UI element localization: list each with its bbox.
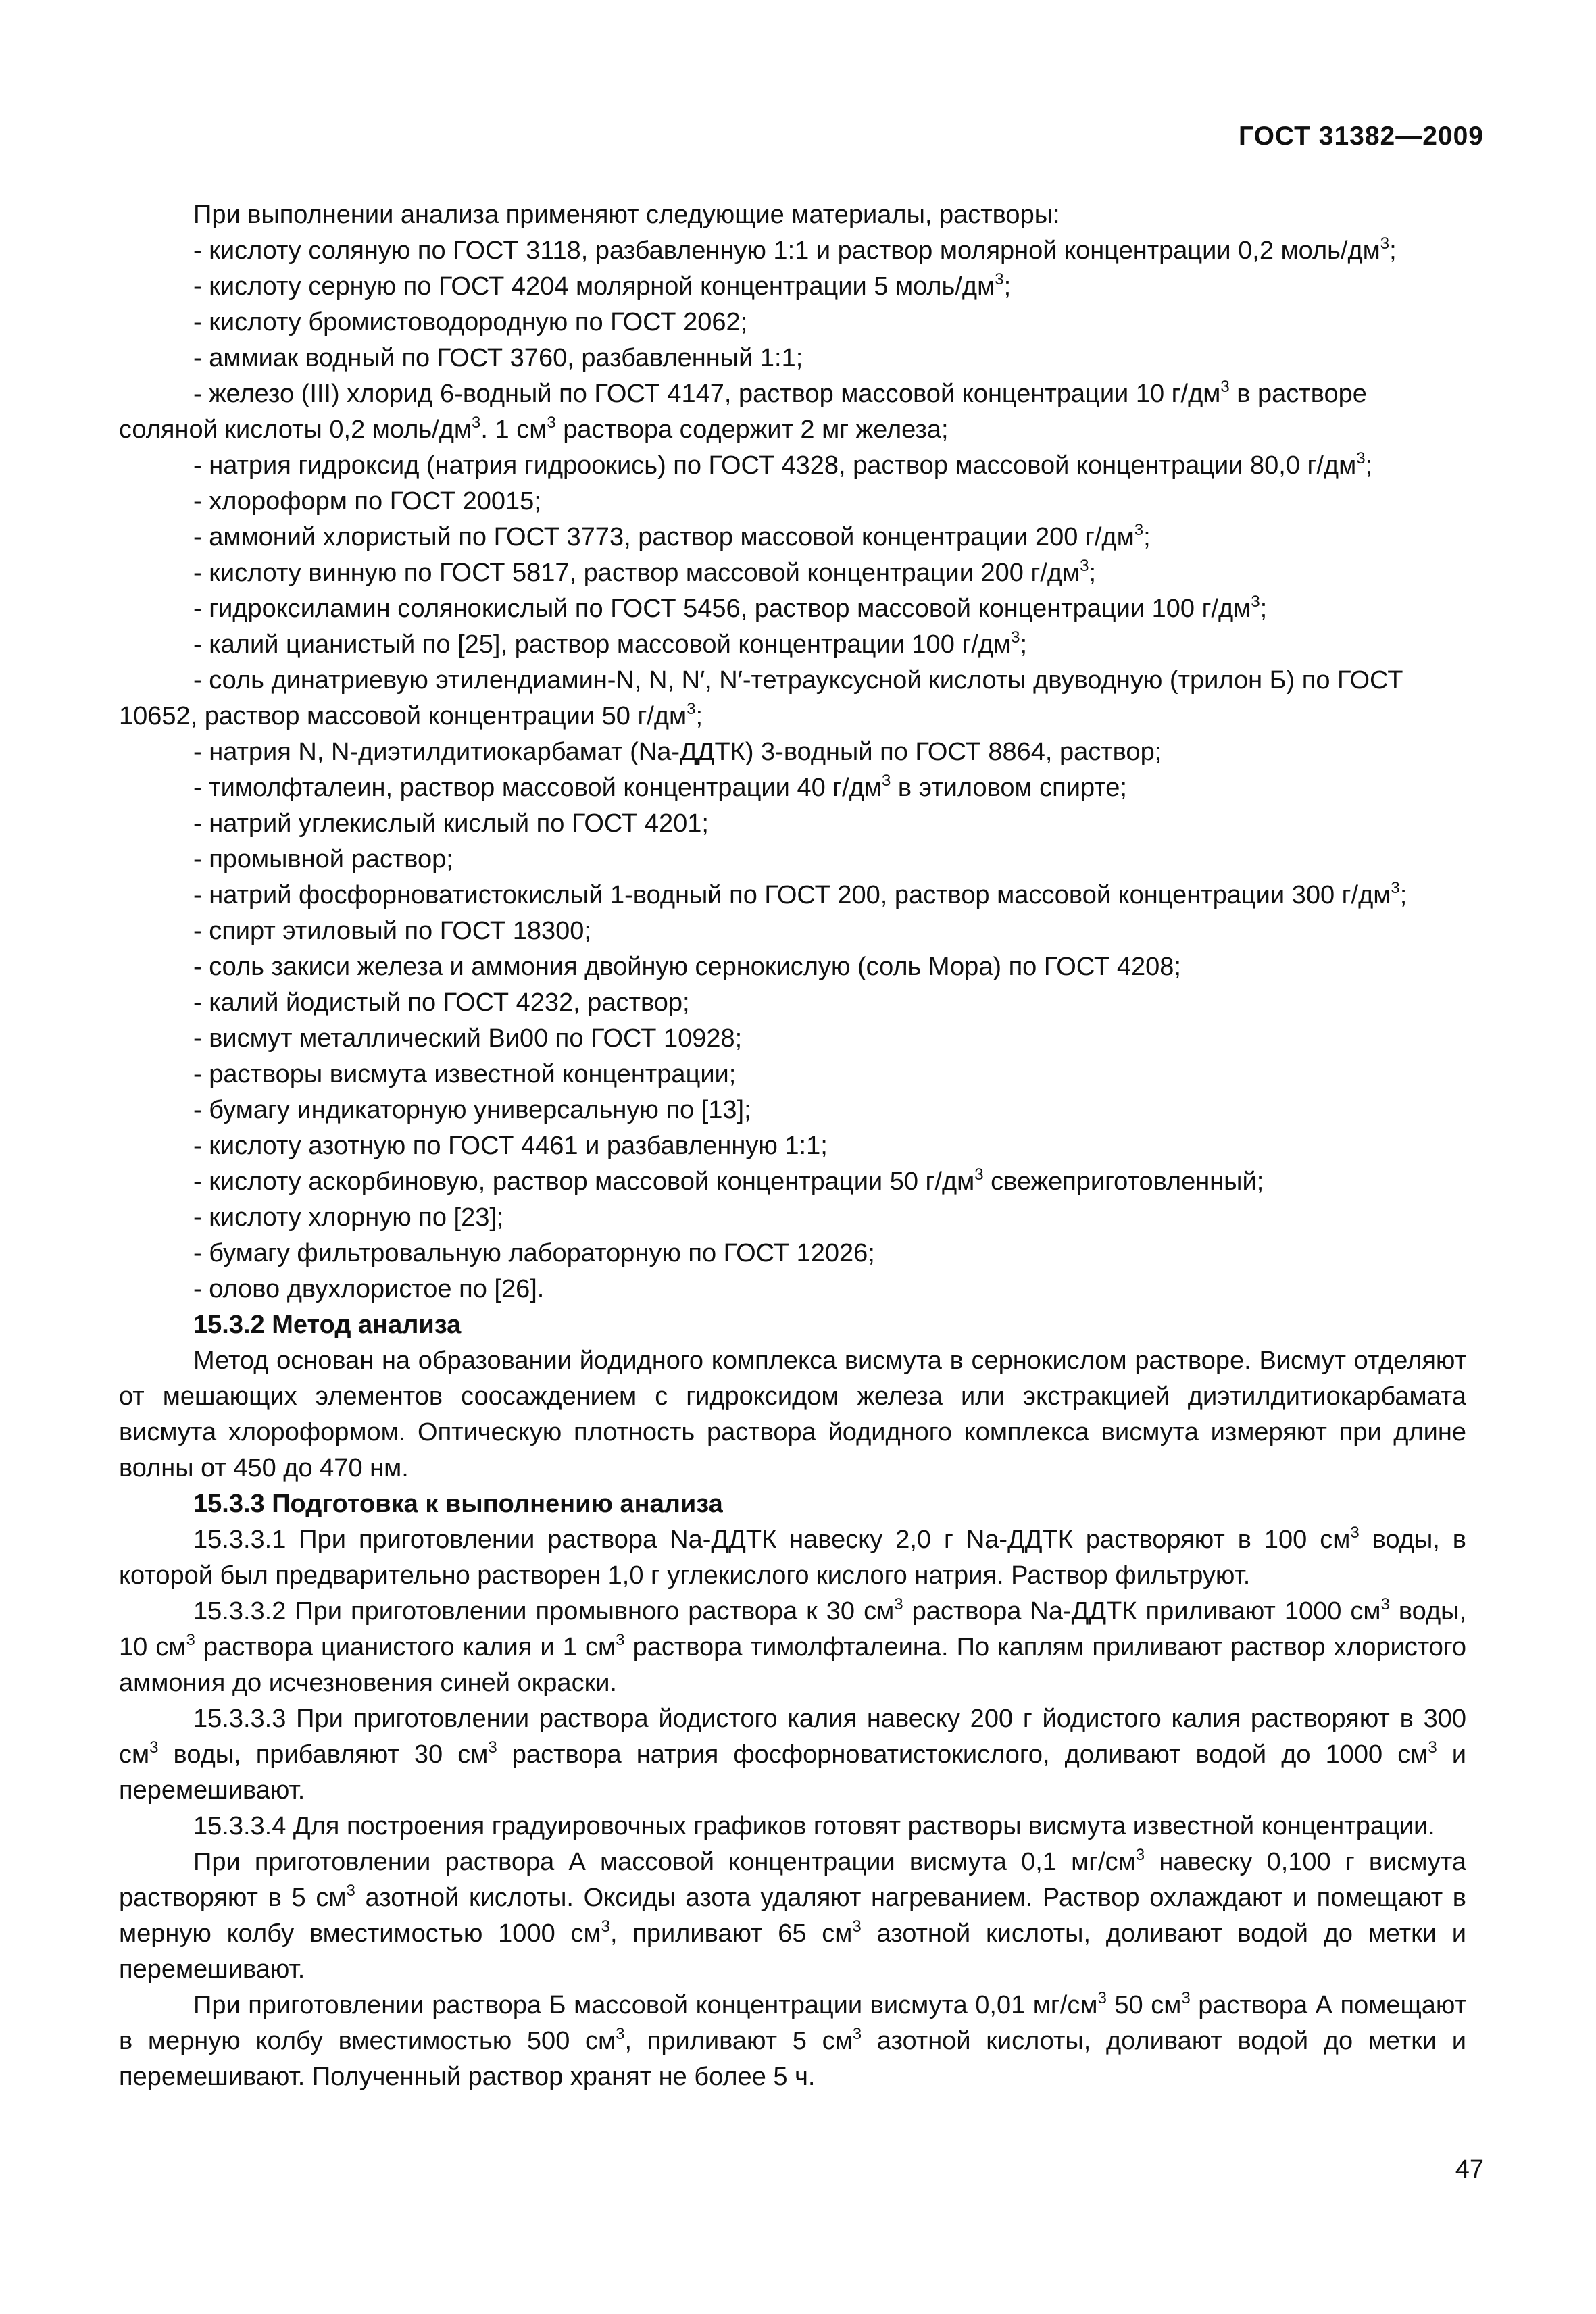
list-item: - натрий углекислый кислый по ГОСТ 4201;: [193, 809, 709, 838]
list-item: - растворы висмута известной концентрации;: [193, 1060, 737, 1088]
list-item: - железо (III) хлорид 6-водный по ГОСТ 4147, раствор массовой концентрации 10 $г/дм^3$ в растворе соляной кислоты 0,2 моль/$дм^3$. 1 $см^3$ раствора содержит 2 мг железа;: [119, 378, 1367, 444]
page-number: 47: [1455, 2155, 1484, 2184]
list-item: - бумагу индикаторную универсальную по [13];: [193, 1096, 751, 1124]
list-item: - бумагу фильтровальную лабораторную по ГОСТ 12026;: [193, 1239, 875, 1267]
list-item: - кислоту хлорную по [23];: [193, 1203, 504, 1232]
paragraph-solution-b: При приготовлении раствора Б массовой концентрации висмута 0,01 $мг/см^3$ 50 $см^3$ раствора А помещают в мерную колбу вместимостью 500 $см^3$, приливают 5 $см^3$ азотной кислоты, доливают водой до метки и перемешивают. Полученный раствор хранят не более 5 ч.: [119, 1989, 1466, 2091]
paragraph-solution-a: При приготовлении раствора А массовой концентрации висмута 0,1 $мг/см^3$ навеску 0,100 г висмута растворяют в 5 $см^3$ азотной кислоты. Оксиды азота удаляют нагреванием. Раствор охлаждают и помещают в мерную колбу вместимостью 1000 $см^3$, приливают 65 $см^3$ азотной кислоты, доливают водой до метки и перемешивают.: [119, 1846, 1466, 1984]
list-item: - висмут металлический Ви00 по ГОСТ 10928;: [193, 1024, 743, 1053]
list-item: - кислоту аскорбиновую, раствор массовой концентрации 50 $г/дм^3$ свежеприготовленный;: [193, 1165, 1264, 1196]
list-item: - гидроксиламин солянокислый по ГОСТ 5456, раствор массовой концентрации 100 $г/дм^3$;: [193, 593, 1268, 623]
list-item: - соль закиси железа и аммония двойную сернокислую (соль Мора) по ГОСТ 4208;: [193, 953, 1181, 981]
document-body: [119, 197, 1466, 2095]
paragraph-15-3-3-3: 15.3.3.3 При приготовлении раствора йодистого калия навеску 200 г йодистого калия растворяют в 300 $см^3$ воды, прибавляют 30 $см^3$ раствора натрия фосфорноватистокислого, доливают водой до 1000 $см^3$ и перемешивают.: [119, 1705, 1466, 1805]
paragraph-15-3-3-4: 15.3.3.4 Для построения градуировочных графиков готовят растворы висмута известной концентрации.: [193, 1812, 1435, 1840]
section-heading-15-3-3: 15.3.3 Подготовка к выполнению анализа: [193, 1490, 723, 1518]
materials-intro: При выполнении анализа применяют следующие материалы, растворы:: [193, 201, 1060, 229]
materials-list: [119, 233, 1466, 1307]
list-item: - кислоту бромистоводородную по ГОСТ 2062;: [193, 308, 748, 336]
list-item: - калий йодистый по ГОСТ 4232, раствор;: [193, 988, 690, 1017]
list-item: - тимолфталеин, раствор массовой концентрации 40 $г/дм^3$ в этиловом спирте;: [193, 772, 1127, 802]
paragraph-15-3-3-1: 15.3.3.1 При приготовлении раствора Na-ДДТК навеску 2,0 г Na-ДДТК растворяют в 100 $см^3$ воды, в которой был предварительно растворен 1,0 г углекислого кислого натрия. Раствор фильтруют.: [119, 1524, 1466, 1590]
document-header: ГОСТ 31382—2009: [1239, 122, 1484, 151]
list-item: - аммоний хлористый по ГОСТ 3773, раствор массовой концентрации 200 $г/дм^3$;: [193, 521, 1151, 551]
list-item: - калий цианистый по [25], раствор массовой концентрации 100 $г/дм^3$;: [193, 628, 1028, 659]
list-item: - хлороформ по ГОСТ 20015;: [193, 487, 541, 515]
paragraph-15-3-3-2: 15.3.3.2 При приготовлении промывного раствора к 30 $см^3$ раствора Na-ДДТК приливают 1000 $см^3$ воды, 10 $см^3$ раствора цианистого калия и 1 $см^3$ раствора тимолфталеина. По каплям приливают раствор хлористого аммония до исчезновения синей окраски.: [119, 1595, 1466, 1697]
list-item: - кислоту серную по ГОСТ 4204 молярной концентрации 5 моль/$дм^3$;: [193, 270, 1012, 301]
list-item: - промывной раствор;: [193, 845, 453, 874]
list-item: - олово двухлористое по [26].: [193, 1275, 545, 1303]
list-item: - кислоту соляную по ГОСТ 3118, разбавленную 1:1 и раствор молярной концентрации 0,2 моль/$дм^3$;: [193, 234, 1397, 265]
list-item: - натрия гидроксид (натрия гидроокись) по ГОСТ 4328, раствор массовой концентрации 80,0 $г/дм^3$;: [193, 449, 1373, 480]
list-item: - натрий фосфорноватистокислый 1-водный по ГОСТ 200, раствор массовой концентрации 300 $г/дм^3$;: [193, 879, 1407, 909]
list-item: - кислоту азотную по ГОСТ 4461 и разбавленную 1:1;: [193, 1132, 828, 1160]
list-item: - соль динатриевую этилендиамин-N, N, N′, N′-тетрауксусной кислоты двуводную (трилон Б) по ГОСТ 10652, раствор массовой концентрации 50 $г/дм^3$;: [119, 666, 1403, 730]
list-item: - натрия N, N-диэтилдитиокарбамат (Na-ДДТК) 3-водный по ГОСТ 8864, раствор;: [193, 738, 1162, 766]
list-item: - аммиак водный по ГОСТ 3760, разбавленный 1:1;: [193, 344, 803, 372]
list-item: - спирт этиловый по ГОСТ 18300;: [193, 917, 591, 945]
list-item: - кислоту винную по ГОСТ 5817, раствор массовой концентрации 200 $г/дм^3$;: [193, 557, 1097, 587]
method-paragraph: Метод основан на образовании йодидного комплекса висмута в сернокислом растворе. Висмут отделяют от мешающих элементов соосаждением с гидроксидом железа или экстракцией диэтилдитиокарбамата висмута хлороформом. Оптическую плотность раствора йодидного комплекса висмута измеряют при длине волны от 450 до 470 нм.: [119, 1347, 1466, 1482]
section-heading-15-3-2: 15.3.2 Метод анализа: [193, 1311, 462, 1339]
